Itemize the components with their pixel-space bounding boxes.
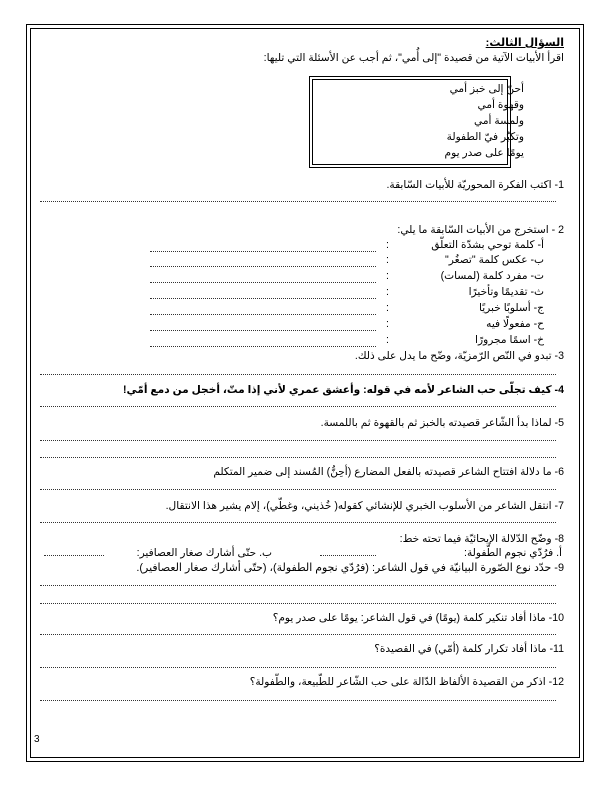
answer-line[interactable] <box>40 404 556 407</box>
q2-item: ح- مفعولًا فيه <box>486 318 544 330</box>
answer-line[interactable] <box>40 487 556 490</box>
question-9: 9- حدّد نوع الصّورة البيانيّة في قول الشاعر: (فرُدّي نجوم الطفولة)، (حتّى أشارك صغار العصافير). <box>136 562 564 574</box>
q8-part-b: ب. حتّى أشارك صغار العصافير: <box>136 547 272 559</box>
question-10: 10- ماذا أفاد تنكير كلمة (يومًا) في قول الشاعر: يومًا على صدر يوم؟ <box>272 612 564 624</box>
q2-item: خ- اسمًا مجرورًا <box>475 334 544 346</box>
q2-item: ت- مفرد كلمة (لمسات) <box>440 270 544 282</box>
poem-line: وقهوة أمي <box>477 99 524 111</box>
answer-line[interactable] <box>40 455 556 458</box>
poem-line: أحنّ إلى خبز أمي <box>449 83 524 95</box>
poem-line: وتكبُر فيّ الطفولة <box>446 131 524 143</box>
poem-line: يومًا على صدر يوم <box>444 147 524 159</box>
answer-line[interactable] <box>40 698 556 701</box>
answer-line[interactable] <box>40 438 556 441</box>
instruction-text: اقرأ الأبيات الآتية من قصيدة "إلى أُمي"، ثم أجب عن الأسئلة التي تليها: <box>263 52 564 64</box>
answer-line[interactable] <box>150 249 376 252</box>
q2-item: أ- كلمة توحي بشدّة التعلّق <box>431 239 544 251</box>
answer-line[interactable] <box>150 312 376 315</box>
question-5: 5- لماذا بدأ الشّاعر قصيدته بالخبز ثم بالقهوة ثم باللمسة. <box>320 417 564 429</box>
section-title: السؤال الثالث: <box>485 37 564 49</box>
question-12: 12- اذكر من القصيدة الألفاظ الدّالة على حب الشّاعر للطّبيعة، والطّفولة؟ <box>249 676 564 688</box>
answer-line[interactable] <box>150 344 376 347</box>
answer-line[interactable] <box>150 280 376 283</box>
question-1: 1- اكتب الفكرة المحوريّة للأبيات السّابقة. <box>386 179 564 191</box>
q2-item: ج- أسلوبًا خبريًا <box>479 302 544 314</box>
page-number: 3 <box>34 734 40 745</box>
question-3: 3- تبدو في النّص الرّمزيّة، وضّح ما يدل على ذلك. <box>354 350 564 362</box>
question-7: 7- انتقل الشاعر من الأسلوب الخبري للإنشائي كقوله( خُذيني، وغطّي)، إلام يشير هذا الانتقال. <box>165 500 564 512</box>
answer-line[interactable] <box>150 296 376 299</box>
q2-item: ب- عكس كلمة "تصغُر" <box>445 254 544 266</box>
answer-line[interactable] <box>44 553 104 556</box>
answer-line[interactable] <box>40 583 556 586</box>
q2-item: ث- تقديمًا وتأخيرًا <box>468 286 544 298</box>
question-8: 8- وضّح الدّلالة الإيحائيّة فيما تحته خط: <box>399 533 564 545</box>
question-6: 6- ما دلالة افتتاح الشاعر قصيدته بالفعل المضارع (أحِنُّ) المُسند إلى ضمير المتكلم <box>213 466 564 478</box>
answer-line[interactable] <box>320 553 376 556</box>
answer-line[interactable] <box>40 665 556 668</box>
answer-line[interactable] <box>40 372 556 375</box>
q8-part-a: أ. فرُدّي نجوم الطّفولة: <box>464 547 562 559</box>
question-2: 2 - استخرج من الأبيات السّابقة ما يلي: <box>397 224 564 236</box>
answer-line[interactable] <box>40 520 556 523</box>
answer-line[interactable] <box>40 632 556 635</box>
answer-line[interactable] <box>150 264 376 267</box>
answer-line[interactable] <box>150 328 376 331</box>
poem-line: ولمسة أمي <box>474 115 524 127</box>
answer-line[interactable] <box>40 199 556 202</box>
question-4: 4- كيف تجلّى حب الشاعر لأمه في قوله: وأعشق عمري لأني إذا متّ، أخجل من دمع أمّي! <box>123 384 564 396</box>
answer-line[interactable] <box>40 601 556 604</box>
question-11: 11- ماذا أفاد تكرار كلمة (أمّي) في القصيدة؟ <box>374 643 564 655</box>
